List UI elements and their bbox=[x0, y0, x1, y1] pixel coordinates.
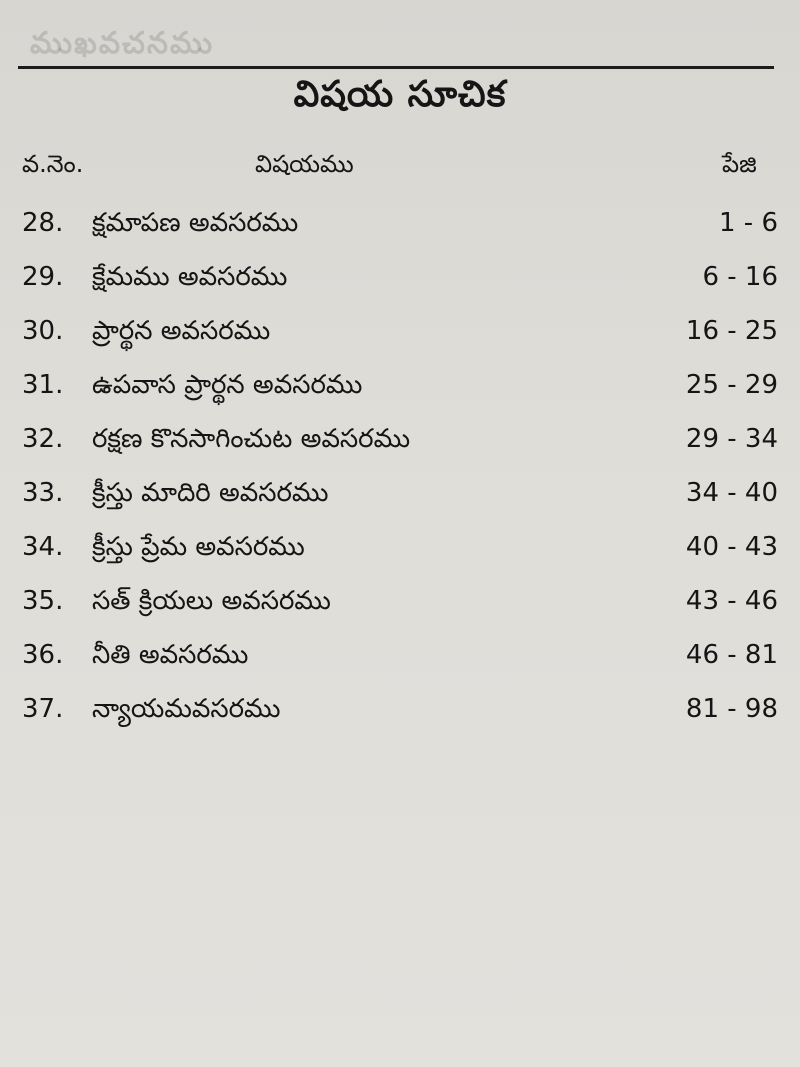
toc-number: 37. bbox=[22, 694, 64, 724]
toc-row bbox=[0, 254, 800, 308]
toc-subject: క్షేమము అవసరము bbox=[92, 262, 288, 292]
toc-number: 31. bbox=[22, 370, 64, 400]
toc-subject: న్యాయమవసరము bbox=[92, 694, 281, 724]
toc-row bbox=[0, 524, 800, 578]
toc-subject: క్రీస్తు ప్రేమ అవసరము bbox=[92, 532, 305, 562]
toc-subject: క్రీస్తు మాదిరి అవసరము bbox=[92, 478, 329, 508]
toc-pages: 16 - 25 bbox=[685, 316, 778, 346]
toc-number: 34. bbox=[22, 532, 64, 562]
toc-subject: రక్షణ కొనసాగించుట అవసరము bbox=[92, 424, 411, 454]
toc-subject: ఉపవాస ప్రార్థన అవసరము bbox=[92, 370, 363, 400]
toc-pages: 1 - 6 bbox=[719, 208, 778, 238]
toc-subject: సత్ క్రియలు అవసరము bbox=[92, 586, 331, 616]
toc-pages: 29 - 34 bbox=[685, 424, 778, 454]
toc-row bbox=[0, 416, 800, 470]
toc-row bbox=[0, 686, 800, 740]
toc-row bbox=[0, 200, 800, 254]
toc-number: 28. bbox=[22, 208, 64, 238]
toc-row bbox=[0, 308, 800, 362]
toc-number: 33. bbox=[22, 478, 64, 508]
toc-row bbox=[0, 578, 800, 632]
toc-pages: 25 - 29 bbox=[685, 370, 778, 400]
toc-number: 36. bbox=[22, 640, 64, 670]
toc-number: 30. bbox=[22, 316, 64, 346]
toc-pages: 46 - 81 bbox=[685, 640, 778, 670]
column-header-subject: విషయము bbox=[255, 150, 354, 178]
toc-number: 32. bbox=[22, 424, 64, 454]
toc-subject: క్షమాపణ అవసరము bbox=[92, 208, 299, 238]
toc-row bbox=[0, 470, 800, 524]
toc-number: 35. bbox=[22, 586, 64, 616]
toc-pages: 34 - 40 bbox=[685, 478, 778, 508]
toc-subject: ప్రార్థన అవసరము bbox=[92, 316, 271, 346]
column-header-page: పేజి bbox=[722, 150, 757, 178]
page-title: విషయ సూచిక bbox=[293, 74, 507, 115]
toc-pages: 81 - 98 bbox=[685, 694, 778, 724]
toc-number: 29. bbox=[22, 262, 64, 292]
column-header-number: వ.నెం. bbox=[22, 150, 84, 178]
running-header: ముఖవచనము bbox=[30, 26, 215, 61]
toc-pages: 43 - 46 bbox=[685, 586, 778, 616]
toc-row bbox=[0, 362, 800, 416]
header-rule bbox=[18, 66, 774, 69]
toc-pages: 40 - 43 bbox=[685, 532, 778, 562]
toc-pages: 6 - 16 bbox=[702, 262, 778, 292]
toc-row bbox=[0, 632, 800, 686]
toc-subject: నీతి అవసరము bbox=[92, 640, 249, 670]
